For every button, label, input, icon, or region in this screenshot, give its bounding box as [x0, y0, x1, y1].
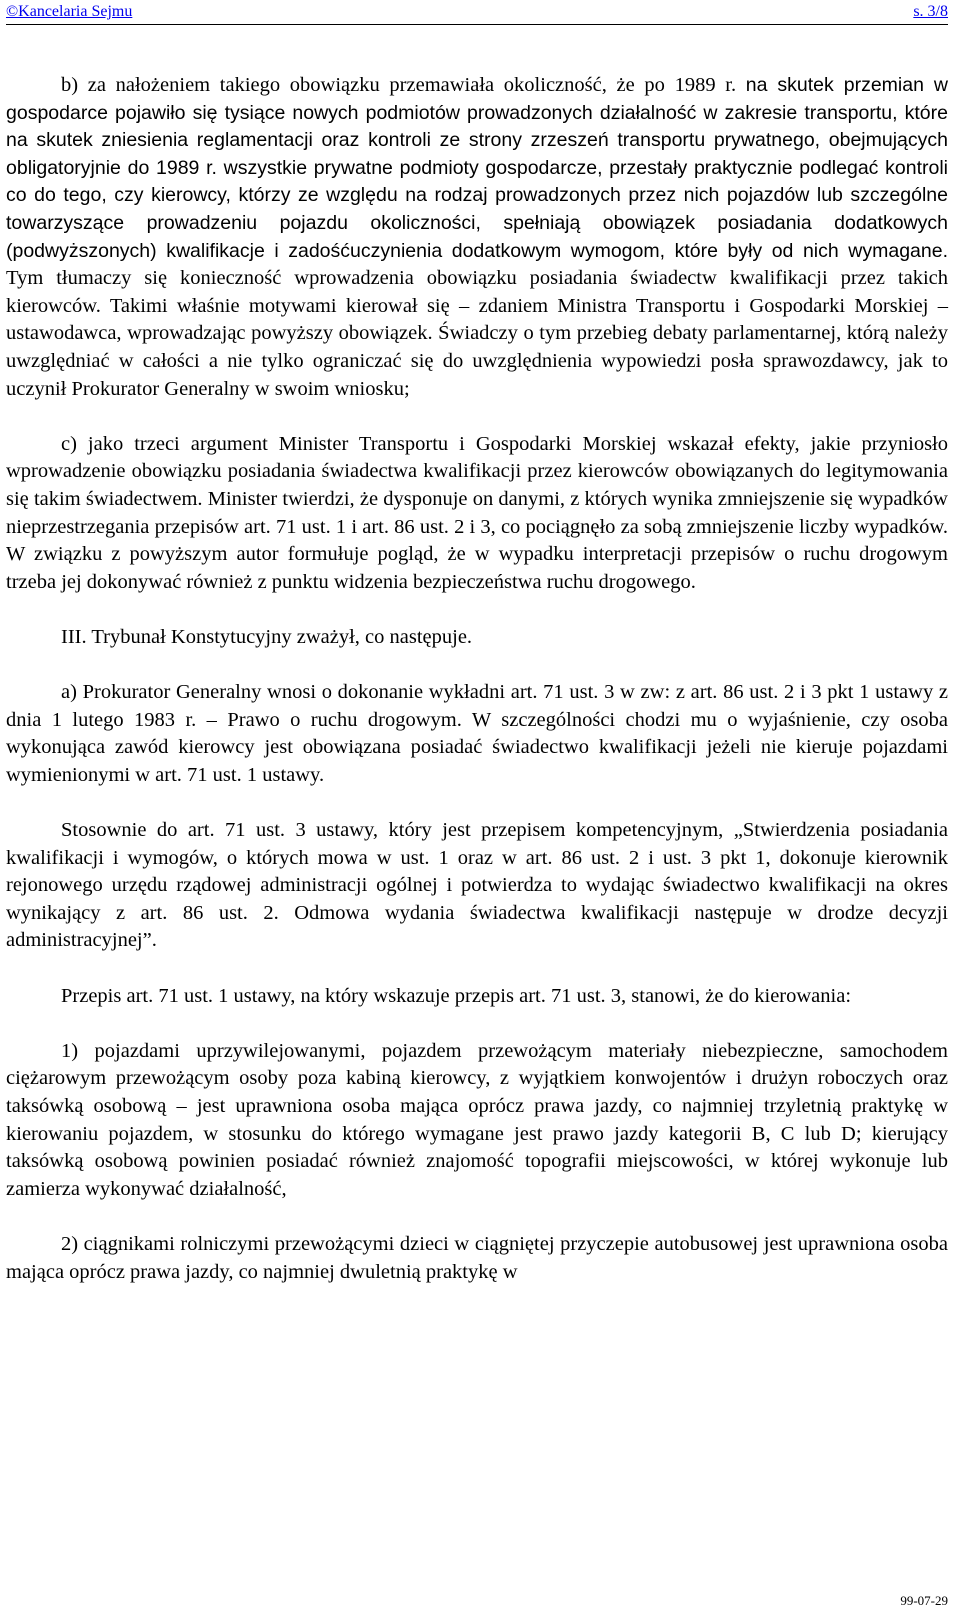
paragraph-przepis: Przepis art. 71 ust. 1 ustawy, na który wskazuje przepis art. 71 ust. 3, stanowi, że do kierowania: — [61, 984, 852, 1007]
paragraph-c: c) jako trzeci argument Minister Transportu i Gospodarki Morskiej wskazał efekty, jakie przyniosło wprowadzenie obowiązku posiadania świadectwa kwalifikacji przez kierowców obowiązanych do legitymowania się takim świadectwem. Minister twierdzi, że dysponuje on danymi, z których wynika zmniejszenie się wypadków nieprzestrzegania przepisów art. 71 ust. 1 i art. 86 ust. 2 i 3, co pociągnęło za sobą zmniejszenie liczby wypadków. W związku z powyższym autor formułuje pogląd, że w wypadku interpretacji przepisów o ruchu drogowym trzeba jej dokonywać również z punktu widzenia bezpieczeństwa ruchu drogowego. — [6, 432, 948, 593]
footer-date: 99-07-29 — [900, 1593, 948, 1608]
paragraph-stosownie: Stosownie do art. 71 ust. 3 ustawy, który jest przepisem kompetencyjnym, „Stwierdzenia posiadania kwalifikacji i wymogów, o których mowa w ust. 1 oraz w art. 86 ust. 2 i ust. 3 pkt 1, dokonuje kierownik rejonowego urzędu rządowej administracji ogólnej i potwierdza to wydając świadectwo kwalifikacji na okres wynikający z art. 86 ust. 2. Odmowa wydania świadectwa kwalifikacji następuje w drodze decyzji administracyjnej”. — [6, 819, 948, 952]
section-iii-heading: III. Trybunał Konstytucyjny zważył, co następuje. — [61, 625, 473, 648]
paragraph-b-intro: b) za nałożeniem takiego obowiązku przemawiała okoliczność, że po 1989 r. — [61, 74, 737, 96]
page-number-link[interactable]: s. 3/8 — [913, 3, 948, 20]
document-body — [6, 72, 948, 1286]
page-header — [6, 2, 948, 25]
copyright-link[interactable]: ©Kancelaria Sejmu — [6, 3, 133, 20]
paragraph-b-continuation: Tym tłumaczy się konieczność wprowadzenia obowiązku posiadania świadectw kwalifikacji przez takich kierowców. Takimi właśnie motywami kierował się – zdaniem Ministra Transportu i Gospodarki Morskiej – ustawodawca, wprowadzając powyższy obowiązek. Świadczy o tym przebieg debaty parlamentarnej, którą należy uwzględniać w całości a nie tylko ograniczać się do uwzględnienia wypowiedzi posła sprawozdawcy, jak to uczynił Prokurator Generalny w swoim wniosku; — [6, 267, 948, 400]
list-item-1: 1) pojazdami uprzywilejowanymi, pojazdem przewożącym materiały niebezpieczne, samochodem ciężarowym przewożącym osoby poza kabiną kierowcy, z wyjątkiem konwojentów i drużyn roboczych oraz taksówką osobową – jest uprawniona osoba mająca oprócz prawa jazdy, co najmniej trzyletnią praktykę w kierowaniu pojazdem, w stosunku do którego wymagane jest prawo jazdy kategorii B, C lub D; kierujący taksówką osobową powinien posiadać również znajomość topografii miejscowości, w której wykonuje lub zamierza wykonywać działalność, — [6, 1039, 948, 1200]
list-item-2: 2) ciągnikami rolniczymi przewożącymi dzieci w ciągniętej przyczepie autobusowej jest uprawniona osoba mająca oprócz prawa jazdy, co najmniej dwuletnią praktykę w — [6, 1232, 948, 1283]
paragraph-b — [6, 72, 948, 403]
paragraph-a: a) Prokurator Generalny wnosi o dokonanie wykładni art. 71 ust. 3 w zw: z art. 86 ust. 2 i 3 pkt 1 ustawy z dnia 1 lutego 1983 r. – Prawo o ruchu drogowym. W szczególności chodzi mu o wyjaśnienie, czy osoba wykonująca zawód kierowcy jest obowiązana posiadać świadectwo kwalifikacji jeżeli nie kieruje pojazdami wymienionymi w art. 71 ust. 1 ustawy. — [6, 681, 948, 786]
paragraph-b-quote: na skutek przemian w gospodarce pojawiło się tysiące nowych podmiotów prowadzonych działalność w zakresie transportu, które na skutek zniesienia reglamentacji oraz kontroli ze strony zrzeszeń transportu prywatnego, obejmujących obligatoryjnie do 1989 r. wszystkie prywatne podmioty gospodarcze, przestały praktycznie podlegać kontroli co do tego, czy kierowcy, którzy ze względu na rodzaj prowadzonych przez nich pojazdów lub szczególne towarzyszące prowadzeniu pojazdu okoliczności, spełniają obowiązek posiadania dodatkowych (podwyższonych) kwalifikacje i zadośćuczynienia dodatkowym wymogom, które były od nich wymagane. — [6, 74, 948, 262]
